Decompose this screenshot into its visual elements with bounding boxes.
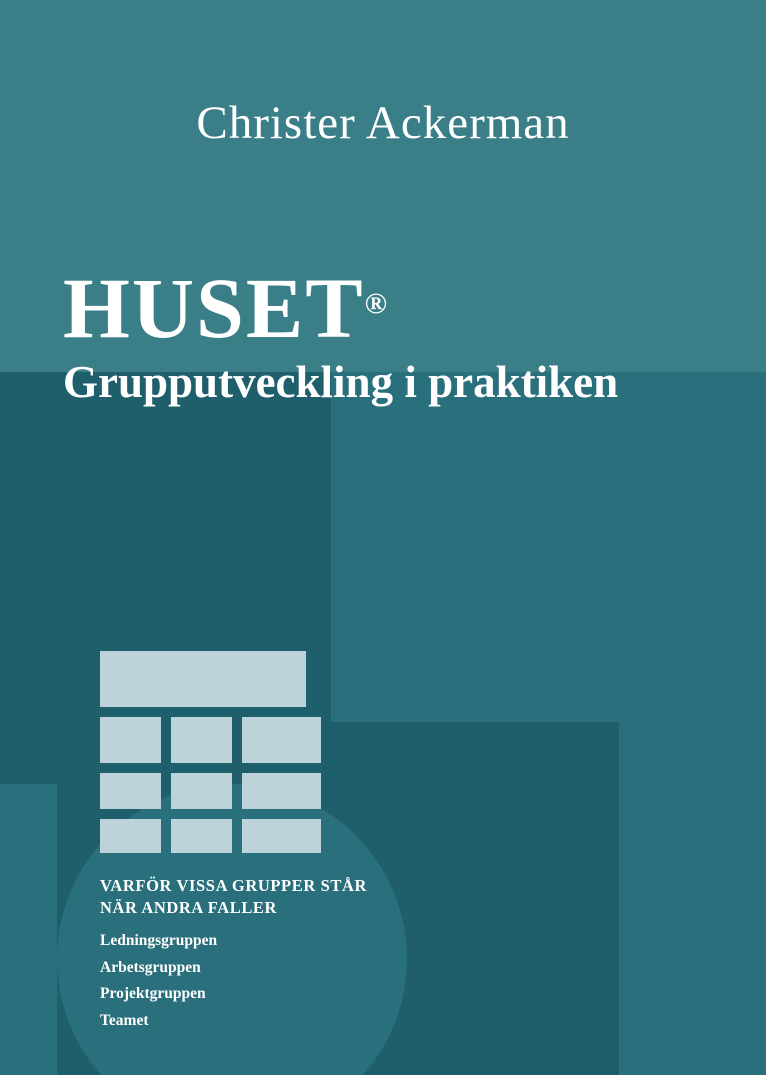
book-title xyxy=(63,260,389,356)
house-window xyxy=(171,773,232,809)
house-window xyxy=(171,819,232,853)
tagline-line-2: NÄR ANDRA FALLER xyxy=(100,898,278,918)
tagline-line-1: VARFÖR VISSA GRUPPER STÅR xyxy=(100,876,367,895)
background-block-mid-right xyxy=(331,372,766,722)
book-subtitle: Grupputveckling i praktiken xyxy=(63,356,619,407)
book-title-text: HUSET xyxy=(63,260,365,356)
house-illustration xyxy=(100,651,322,847)
house-roof xyxy=(100,651,306,707)
house-window xyxy=(242,773,321,809)
house-window xyxy=(100,773,161,809)
tagline xyxy=(100,875,530,920)
background-block-top-right xyxy=(331,0,766,182)
house-window xyxy=(242,717,321,763)
background-block-bottom-right xyxy=(619,722,766,1075)
list-item: Projektgruppen xyxy=(100,985,206,1003)
group-list xyxy=(100,928,530,1035)
house-window xyxy=(100,717,161,763)
registered-trademark-icon: ® xyxy=(364,287,389,320)
background-block-bottom-left xyxy=(0,784,57,1075)
list-item: Arbetsgruppen xyxy=(100,958,201,976)
house-window xyxy=(171,717,232,763)
title-block xyxy=(63,260,723,408)
author-name: Christer Ackerman xyxy=(196,97,570,149)
list-item: Ledningsgruppen xyxy=(100,932,218,949)
list-item: Teamet xyxy=(100,1011,149,1029)
house-window xyxy=(242,819,321,853)
house-window xyxy=(100,819,161,853)
